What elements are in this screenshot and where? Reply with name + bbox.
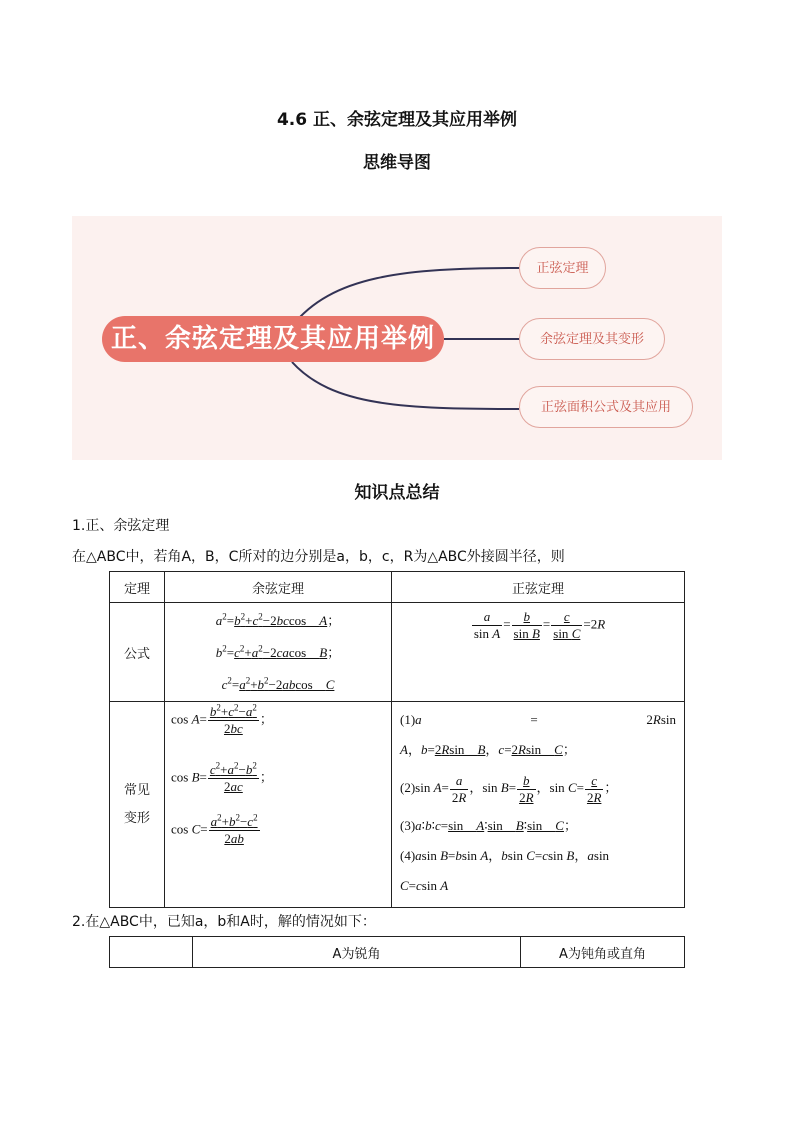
mind-map-branch-area-formula: 正弦面积公式及其应用 xyxy=(519,386,693,428)
mind-map-branch-sine-law: 正弦定理 xyxy=(519,247,606,289)
section2-heading: 2.在△ABC中，已知a，b和A时，解的情况如下： xyxy=(72,914,376,930)
sine-variant-3: (3)a∶b∶c=sin A∶sin B∶sin C； xyxy=(400,818,577,833)
mind-map-central-node: 正、余弦定理及其应用举例 xyxy=(102,316,444,362)
table2-empty-header xyxy=(110,937,193,968)
mind-map xyxy=(72,216,722,460)
variant-label-line1: 常见 xyxy=(123,782,150,798)
sine-variant-1a: (1)a = 2Rsin xyxy=(400,712,676,727)
sine-variant-2: (2)sin A= $\frac{a}{2R}$ ，sin B= $\frac{b}{2R}$ ，sin C= $\frac{c}{2R}$ ； xyxy=(400,772,618,805)
variant-label-line2: 变形 xyxy=(123,810,150,826)
cos-c-variant: cos C= $\frac{a^2+b^2-c^2}{2ab}$ xyxy=(171,812,258,846)
cosine-formulas xyxy=(165,603,392,702)
sine-law-formula: $\frac{a}{\text{sin A}}$ = $\frac{b}{\text{sin B}}$ = $\frac{c}{\text{sin C}}$ =2R xyxy=(392,603,685,702)
doc-subtitle: 思维导图 xyxy=(363,153,431,173)
cosine-variants xyxy=(165,702,392,908)
sine-variant-1b: A，b=2Rsin B，c=2Rsin C； xyxy=(400,742,576,757)
cos-b-variant: cos B= $\frac{c^2+a^2-b^2}{2ac}$ ； xyxy=(171,760,273,794)
section1-intro: 在△ABC中，若角A，B，C所对的边分别是a，b，c，R为△ABC外接圆半径，则 xyxy=(72,549,565,565)
doc-title: 4.6 正、余弦定理及其应用举例 xyxy=(276,110,518,130)
table1-header-cosine: 余弦定理 xyxy=(165,572,392,603)
solution-cases-table xyxy=(109,936,685,968)
cosine-formula-c: $c^2=a^2+b^2-2abcos$ C xyxy=(221,675,335,692)
cos-a-variant: cos A= $\frac{b^2+c^2-a^2}{2bc}$ ； xyxy=(171,702,273,736)
table2-header-acute: A为锐角 xyxy=(193,937,521,968)
table2-header-obtuse: A为钝角或直角 xyxy=(521,937,685,968)
theorem-table xyxy=(109,571,685,908)
cosine-formula-a: $a^2=b^2+c^2-2bccos$ A； xyxy=(215,611,341,628)
table1-formula-label: 公式 xyxy=(110,603,165,702)
mind-map-branch-cosine-law: 余弦定理及其变形 xyxy=(519,318,665,360)
cosine-formula-b: $b^2=c^2+a^2-2cacos$ B； xyxy=(215,643,341,660)
table1-header-theorem: 定理 xyxy=(110,572,165,603)
sine-variants xyxy=(392,702,685,908)
table1-header-sine: 正弦定理 xyxy=(392,572,685,603)
table1-variant-label xyxy=(110,702,165,908)
sine-variant-4b: C=csin A xyxy=(400,878,449,893)
summary-heading: 知识点总结 xyxy=(354,483,440,503)
sine-variant-4a: (4)asin B=bsin A，bsin C=csin B，asin xyxy=(400,848,610,863)
section1-heading: 1.正、余弦定理 xyxy=(72,518,170,534)
